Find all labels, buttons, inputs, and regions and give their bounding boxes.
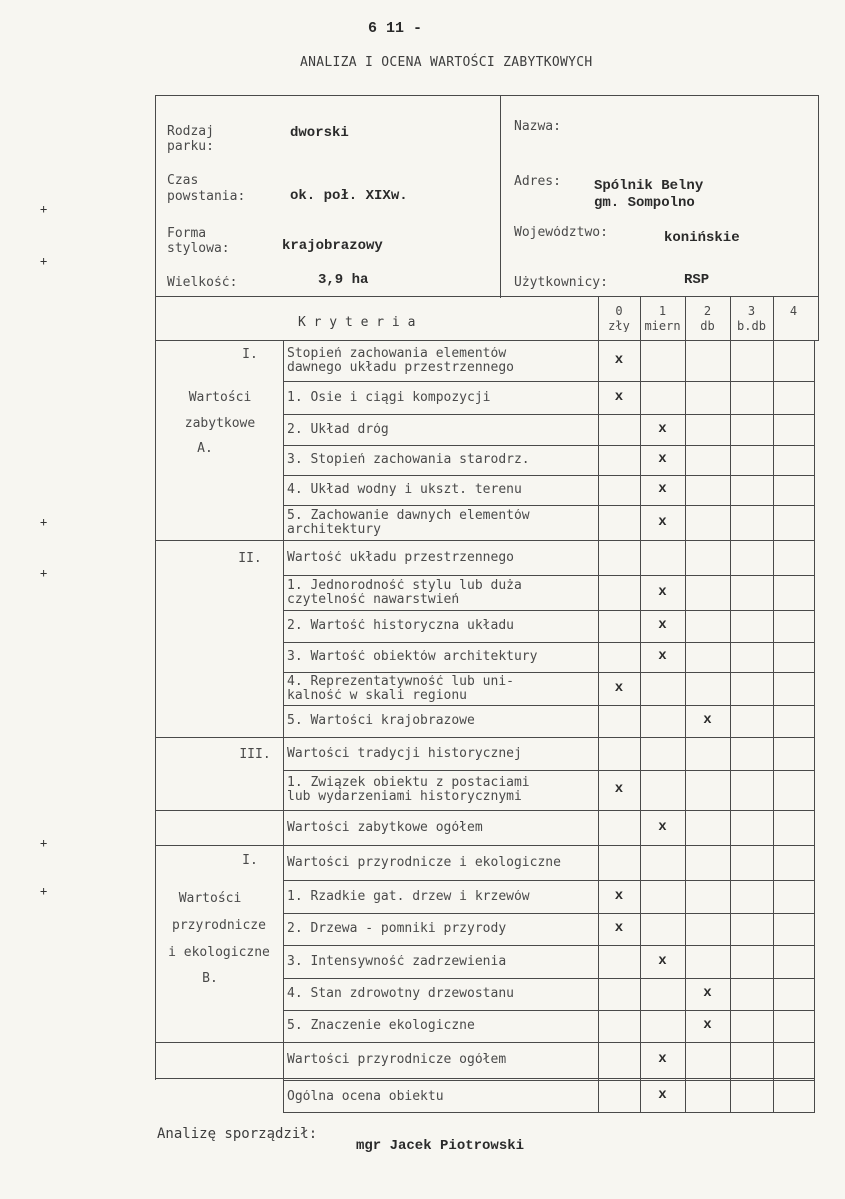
rating-mark: x bbox=[658, 617, 667, 633]
wielkosc-value: 3,9 ha bbox=[318, 272, 369, 288]
criterion-label: 5. Znaczenie ekologiczne bbox=[287, 1019, 475, 1032]
criterion-label: 4. Układ wodny i ukszt. terenu bbox=[287, 483, 522, 496]
criterion-label: dawnego układu przestrzennego bbox=[287, 360, 514, 374]
overall-label: Ogólna ocena obiektu bbox=[287, 1090, 444, 1103]
criterion-label: 1. Związek obiektu z postaciami bbox=[287, 776, 530, 789]
wielkosc-label: Wielkość: bbox=[167, 276, 238, 289]
criterion-label: kalność w skali regionu bbox=[287, 688, 468, 702]
forma-label-2: stylowa: bbox=[167, 242, 230, 255]
page-number: 6 11 - bbox=[368, 20, 423, 37]
section-b-label-2: przyrodnicze bbox=[172, 918, 266, 933]
column-2-number: 2 bbox=[703, 305, 712, 317]
czas-label-1: Czas bbox=[167, 174, 199, 187]
section-a-label-3: A. bbox=[197, 441, 213, 456]
uzytkownicy-value: RSP bbox=[684, 272, 710, 288]
rodzaj-label-1: Rodzaj bbox=[167, 125, 214, 138]
section-a-label-1: Wartości bbox=[188, 390, 252, 405]
rating-mark: x bbox=[614, 388, 624, 405]
rating-mark: x bbox=[658, 818, 667, 835]
criterion-label: 5. Zachowanie dawnych elementów bbox=[287, 508, 530, 522]
criterion-label: 3. Wartość obiektów architektury bbox=[287, 650, 538, 663]
rating-mark: x bbox=[703, 712, 712, 728]
adres-label: Adres: bbox=[514, 175, 561, 188]
rating-mark: x bbox=[658, 1087, 667, 1103]
footer-author: mgr Jacek Piotrowski bbox=[356, 1138, 525, 1154]
criterion-label: Wartość układu przestrzennego bbox=[287, 550, 514, 564]
criterion-label: 4. Stan zdrowotny drzewostanu bbox=[287, 987, 514, 1000]
section-b-label-4: B. bbox=[202, 971, 218, 986]
criterion-label: lub wydarzeniami historycznymi bbox=[287, 790, 522, 803]
column-1-number: 1 bbox=[658, 305, 667, 317]
rating-mark: x bbox=[658, 952, 667, 969]
rating-mark: x bbox=[614, 351, 624, 368]
document-title: ANALIZA I OCENA WARTOŚCI ZABYTKOWYCH bbox=[300, 55, 593, 70]
section-a-roman-1: I. bbox=[242, 347, 258, 362]
criterion-label: 2. Drzewa - pomniki przyrody bbox=[287, 922, 507, 935]
footer-label: Analizę sporządził: bbox=[157, 1126, 318, 1142]
forma-value: krajobrazowy bbox=[282, 238, 383, 254]
section-b-label-1: Wartości bbox=[178, 891, 242, 906]
rating-mark: x bbox=[614, 679, 624, 696]
criterion-label: 1. Rzadkie gat. drzew i krzewów bbox=[287, 889, 530, 903]
wojewodztwo-label: Województwo: bbox=[514, 226, 608, 239]
rating-mark: x bbox=[614, 887, 624, 904]
criterion-label: Wartości przyrodnicze i ekologiczne bbox=[287, 855, 561, 869]
criterion-label: 5. Wartości krajobrazowe bbox=[287, 714, 475, 727]
czas-value: ok. poł. XIXw. bbox=[290, 188, 408, 204]
criteria-label: K r y t e r i a bbox=[298, 315, 416, 330]
criterion-label: 3. Intensywność zadrzewienia bbox=[287, 954, 507, 968]
rodzaj-value: dworski bbox=[290, 125, 349, 141]
criterion-label: 1. Jednorodność stylu lub duża bbox=[287, 578, 522, 592]
margin-mark: + bbox=[40, 515, 48, 529]
rating-mark: x bbox=[658, 420, 667, 437]
criterion-label: czytelność nawarstwień bbox=[287, 592, 460, 606]
rating-mark: x bbox=[658, 451, 667, 467]
section-b-label-3: i ekologiczne bbox=[168, 945, 270, 960]
criterion-label: Stopień zachowania elementów bbox=[287, 346, 507, 360]
column-2-label: db bbox=[700, 320, 715, 332]
rating-mark: x bbox=[658, 513, 667, 530]
column-0-number: 0 bbox=[615, 305, 623, 317]
criterion-label: Wartości przyrodnicze ogółem bbox=[287, 1053, 507, 1066]
rating-mark: x bbox=[658, 1051, 667, 1067]
section-a-label-2: zabytkowe bbox=[184, 416, 256, 431]
rating-mark: x bbox=[703, 985, 712, 1001]
column-3-number: 3 bbox=[747, 305, 756, 317]
criterion-label: Wartości tradycji historycznej bbox=[287, 746, 522, 760]
rating-mark: x bbox=[658, 481, 667, 497]
margin-mark: + bbox=[40, 202, 48, 216]
rodzaj-label-2: parku: bbox=[167, 140, 214, 153]
czas-label-2: powstania: bbox=[167, 190, 246, 203]
adres-value-1: Spólnik Belny bbox=[594, 178, 704, 194]
section-a-roman-3: III. bbox=[239, 747, 271, 762]
wojewodztwo-value: konińskie bbox=[664, 230, 740, 246]
margin-mark: + bbox=[40, 566, 48, 580]
section-b-roman: I. bbox=[242, 853, 258, 868]
criterion-label: architektury bbox=[287, 522, 381, 536]
criterion-label: Wartości zabytkowe ogółem bbox=[287, 820, 483, 834]
column-0-label: zły bbox=[608, 320, 630, 332]
rating-mark: x bbox=[658, 648, 667, 664]
adres-value-2: gm. Sompolno bbox=[594, 195, 695, 211]
margin-mark: + bbox=[40, 884, 48, 898]
column-3-label: b.db bbox=[737, 320, 766, 332]
criterion-label: 4. Reprezentatywność lub uni- bbox=[287, 674, 514, 688]
criterion-label: 2. Wartość historyczna układu bbox=[287, 619, 514, 632]
rating-mark: x bbox=[658, 583, 667, 600]
nazwa-label: Nazwa: bbox=[514, 120, 561, 133]
uzytkownicy-label: Użytkownicy: bbox=[514, 276, 608, 289]
forma-label-1: Forma bbox=[167, 227, 207, 240]
criterion-label: 3. Stopień zachowania starodrz. bbox=[287, 453, 530, 466]
column-1-label: miern bbox=[644, 320, 681, 332]
rating-mark: x bbox=[614, 781, 624, 797]
rating-mark: x bbox=[614, 920, 624, 936]
rating-mark: x bbox=[703, 1017, 712, 1033]
criterion-label: 2. Układ dróg bbox=[287, 422, 389, 436]
section-a-roman-2: II. bbox=[238, 551, 262, 566]
margin-mark: + bbox=[40, 836, 48, 850]
column-4-number: 4 bbox=[789, 305, 798, 317]
margin-mark: + bbox=[40, 254, 48, 268]
criterion-label: 1. Osie i ciągi kompozycji bbox=[287, 390, 491, 404]
